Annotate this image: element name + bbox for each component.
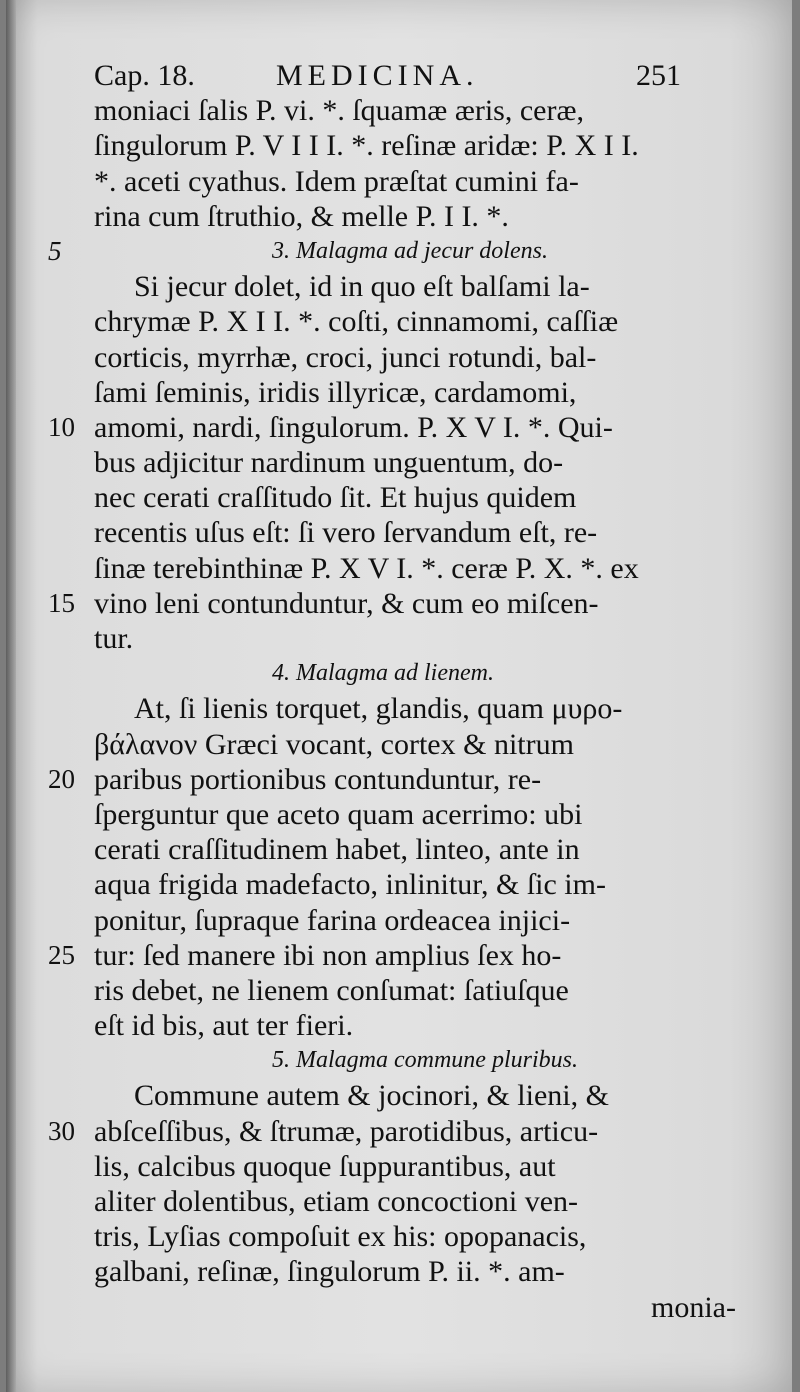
text-line (46, 903, 736, 938)
text-line (46, 515, 736, 550)
line-text: 3. Malagma ad jecur dolens. (272, 237, 548, 264)
text-line (46, 1290, 736, 1325)
line-text: eſt id bis, aut ter fieri. (94, 1009, 354, 1043)
section-heading (46, 234, 736, 269)
line-text: chrymæ P. X I I. *. coſti, cinnamomi, caſſiæ (94, 305, 619, 339)
text-lines (46, 93, 736, 1325)
text-line (46, 340, 736, 375)
book-page (6, 0, 792, 1392)
text-line (46, 1008, 736, 1043)
text-line (46, 375, 736, 410)
text-line (46, 1149, 736, 1184)
line-text: Commune autem & jocinori, & lieni, & (134, 1079, 609, 1113)
text-line (46, 691, 736, 726)
section-heading (46, 1043, 736, 1078)
line-number: 15 (48, 587, 75, 618)
line-text: ris debet, ne lienem conſumat: ſatiuſque (94, 973, 569, 1007)
text-line (46, 1184, 736, 1219)
line-text: 4. Malagma ad lienem. (272, 660, 494, 687)
line-text: ſingulorum P. V I I I. *. reſinæ aridæ: P. X I I. (94, 129, 639, 163)
page-number: 251 (636, 59, 681, 92)
text-line (46, 304, 736, 339)
text-line (46, 832, 736, 867)
line-text: *. aceti cyathus. Idem præſtat cumini fa- (94, 164, 579, 198)
line-text: rina cum ſtruthio, & melle P. I I. *. (94, 199, 509, 233)
line-text: amomi, nardi, ſingulorum. P. X V I. *. Qui- (94, 410, 613, 444)
text-line (46, 269, 736, 304)
text-line (46, 867, 736, 902)
line-text: tur: ſed manere ibi non amplius ſex ho- (94, 938, 562, 972)
line-text: aqua frigida madefacto, inlinitur, & ſic im- (94, 868, 606, 902)
line-number: 30 (48, 1115, 75, 1146)
text-line (46, 762, 736, 797)
running-title: MEDICINA. (276, 59, 479, 92)
text-line (46, 199, 736, 234)
line-text: ſperguntur que aceto quam acerrimo: ubi (94, 797, 583, 831)
line-text: cerati craſſitudinem habet, linteo, ante in (94, 833, 580, 867)
chapter-caption: Cap. 18. (94, 59, 195, 92)
line-text: recentis uſus eſt: ſi vero ſervandum eſt, re- (94, 516, 598, 550)
line-text: aliter dolentibus, etiam concoctioni ven- (94, 1185, 579, 1218)
line-text: At, ſi lienis torquet, glandis, quam μυρο- (134, 692, 623, 726)
line-text: ſinæ terebinthinæ P. X V I. *. ceræ P. X. *. ex (94, 551, 639, 585)
text-line (46, 938, 736, 973)
line-text: ponitur, ſupraque farina ordeacea injici- (94, 903, 571, 937)
section-heading (46, 656, 736, 691)
text-line (46, 164, 736, 199)
line-text: nec cerati craſſitudo ſit. Et hujus quidem (94, 481, 577, 515)
line-text: moniaci ſalis P. vi. *. ſquamæ æris, ceræ, (94, 94, 584, 128)
line-text: 5. Malagma commune pluribus. (272, 1047, 578, 1074)
text-block (46, 58, 736, 1325)
text-line (46, 1078, 736, 1113)
line-text: Si jecur dolet, id in quo eſt balſami la- (134, 270, 590, 304)
line-number: 20 (48, 763, 75, 794)
text-line (46, 586, 736, 621)
line-text: bus adjicitur nardinum unguentum, do- (94, 446, 564, 480)
line-text: corticis, myrrhæ, croci, junci rotundi, bal- (94, 340, 597, 374)
line-text: galbani, reſinæ, ſingulorum P. ii. *. am- (94, 1255, 565, 1289)
text-line (46, 797, 736, 832)
line-text: lis, calcibus quoque ſuppurantibus, aut (94, 1149, 556, 1183)
line-text: abſceſſibus, & ſtrumæ, parotidibus, articu- (94, 1114, 599, 1148)
line-text: tur. (94, 622, 134, 655)
text-line (46, 973, 736, 1008)
line-text: tris, Lyſias compoſuit ex his: opopanacis, (94, 1220, 587, 1254)
text-line (46, 128, 736, 163)
running-header (46, 58, 736, 93)
text-line (46, 93, 736, 128)
line-text: monia- (651, 1290, 736, 1324)
line-number: 5 (48, 235, 62, 266)
line-text: βάλανον Græci vocant, cortex & nitrum (94, 727, 574, 761)
text-line (46, 480, 736, 515)
text-line (46, 445, 736, 480)
text-line (46, 410, 736, 445)
line-text: vino leni contunduntur, & cum eo miſcen- (94, 586, 599, 620)
line-number: 10 (48, 411, 75, 442)
text-line (46, 727, 736, 762)
text-line (46, 1114, 736, 1149)
text-line (46, 551, 736, 586)
line-text: ſami ſeminis, iridis illyricæ, cardamomi, (94, 375, 577, 409)
text-line (46, 1254, 736, 1289)
line-number: 25 (48, 939, 75, 970)
line-text: paribus portionibus contunduntur, re- (94, 762, 542, 796)
page-gutter-shadow (6, 0, 16, 1392)
text-line (46, 1219, 736, 1254)
text-line (46, 621, 736, 656)
